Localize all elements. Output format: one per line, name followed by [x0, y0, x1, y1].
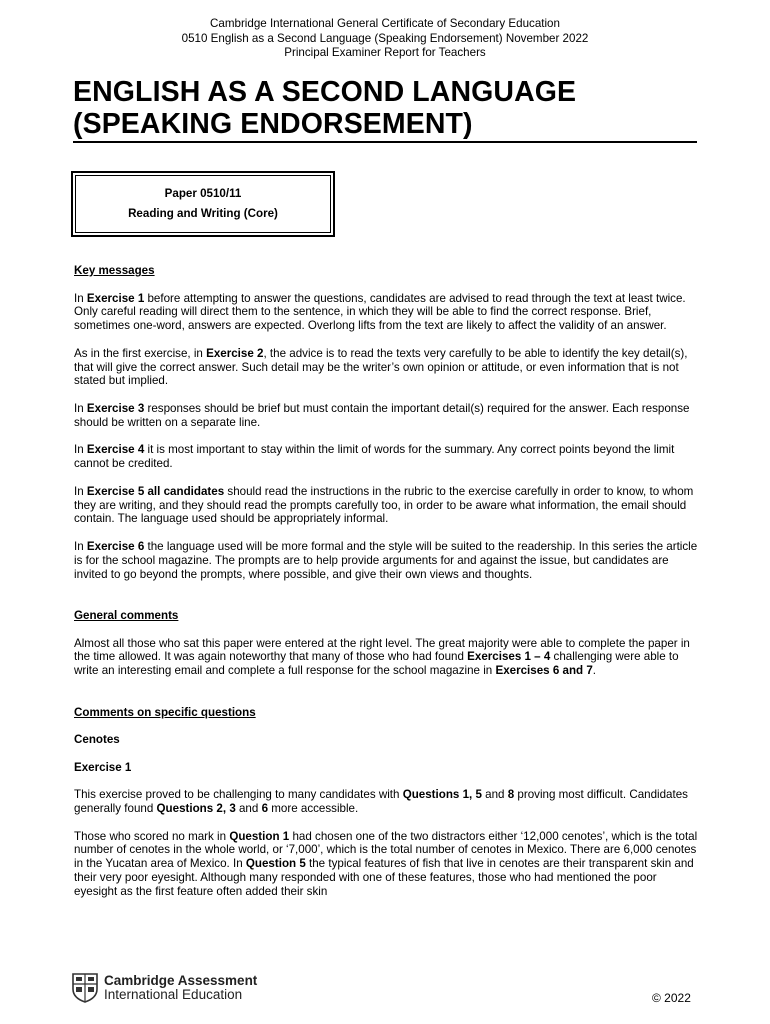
cenotes-heading: Cenotes: [74, 733, 120, 747]
specific-questions-heading: Comments on specific questions: [74, 705, 256, 719]
title-divider: [73, 141, 697, 143]
key-message-paragraph: In Exercise 6 the language used will be more formal and the style will be suited to the readership. In this series the article is for the school magazine. The prompts are to help provide arguments for and against the issue, but candidates are invited to go beyond the prompts, where possible, and give their own views and thoughts.: [74, 539, 698, 581]
shield-crest-icon: [72, 973, 98, 1003]
paper-info-box: [71, 171, 335, 237]
paper-name: Reading and Writing (Core): [128, 207, 278, 220]
general-comments-heading: General comments: [74, 608, 179, 622]
key-message-paragraph: In Exercise 4 it is most important to stay within the limit of words for the summary. Any correct points beyond the limit cannot be credited.: [74, 443, 675, 471]
document-title: [73, 76, 697, 140]
header-line-1: Cambridge International General Certificate of Secondary Education: [210, 17, 560, 30]
cambridge-logo: [72, 973, 257, 1003]
exercise-1-heading: Exercise 1: [74, 760, 132, 774]
title-line-2: (SPEAKING ENDORSEMENT): [73, 108, 473, 140]
key-message-paragraph: In Exercise 3 responses should be brief but must contain the important detail(s) required for the answer. Each response should be written on a separate line.: [74, 401, 690, 429]
key-message-paragraph: In Exercise 1 before attempting to answer the questions, candidates are advised to read through the text at least twice. Only careful reading will direct them to the sentence, in which they will be able to find the correct response. Brief, sometimes one-word, answers are expected. Overlong lifts from the text are likely to affect the validity of an answer.: [74, 291, 686, 333]
copyright-notice: © 2022: [652, 991, 691, 1005]
title-line-1: ENGLISH AS A SECOND LANGUAGE: [73, 76, 577, 108]
header-line-3: Principal Examiner Report for Teachers: [284, 46, 486, 59]
paper-code: Paper 0510/11: [164, 187, 242, 200]
key-message-paragraph: In Exercise 5 all candidates should read the instructions in the rubric to the exercise carefully in order to know, to whom they are writing, and they should read the prompts carefully too, in order to be aware what information, the email should contain. The language used should be appropriately informal.: [74, 484, 694, 526]
report-body: [74, 264, 698, 912]
general-comments-paragraph: Almost all those who sat this paper were entered at the right level. The great majority were able to complete the paper in the time allowed. It was again noteworthy that many of those who had found Exercises 1 – 4 challenging were able to write an interesting email and complete a full response for the school magazine in Exercises 6 and 7.: [74, 636, 690, 678]
logo-line-1: Cambridge Assessment: [104, 973, 258, 988]
exercise-1-paragraph: Those who scored no mark in Question 1 had chosen one of the two distractors either ‘12,000 cenotes’, which is the total number of cenotes in the whole world, or ‘7,000’, which is the total number of cenotes in Mexico. There are 6,000 cenotes in the Yucatan area of Mexico. In Question 5 the typical features of fish that live in cenotes are their transparent skin and their very poor eyesight. Although many responded with one of these features, those who had mentioned the poor eyesight as the first feature often added their skin: [74, 829, 698, 898]
key-message-paragraph: As in the first exercise, in Exercise 2, the advice is to read the texts very carefully to be able to identify the key detail(s), that will give the correct answer. Such detail may be the writer’s own opinion or attitude, or even information that is not stated but implied.: [74, 346, 688, 388]
key-messages-heading: Key messages: [74, 264, 155, 277]
exercise-1-paragraph: This exercise proved to be challenging to many candidates with Questions 1, 5 and 8 proving most difficult. Candidates generally found Questions 2, 3 and 6 more accessible.: [74, 788, 688, 816]
report-header: [0, 17, 770, 61]
logo-line-2: International Education: [104, 987, 243, 1002]
header-line-2: 0510 English as a Second Language (Speaking Endorsement) November 2022: [181, 31, 589, 45]
